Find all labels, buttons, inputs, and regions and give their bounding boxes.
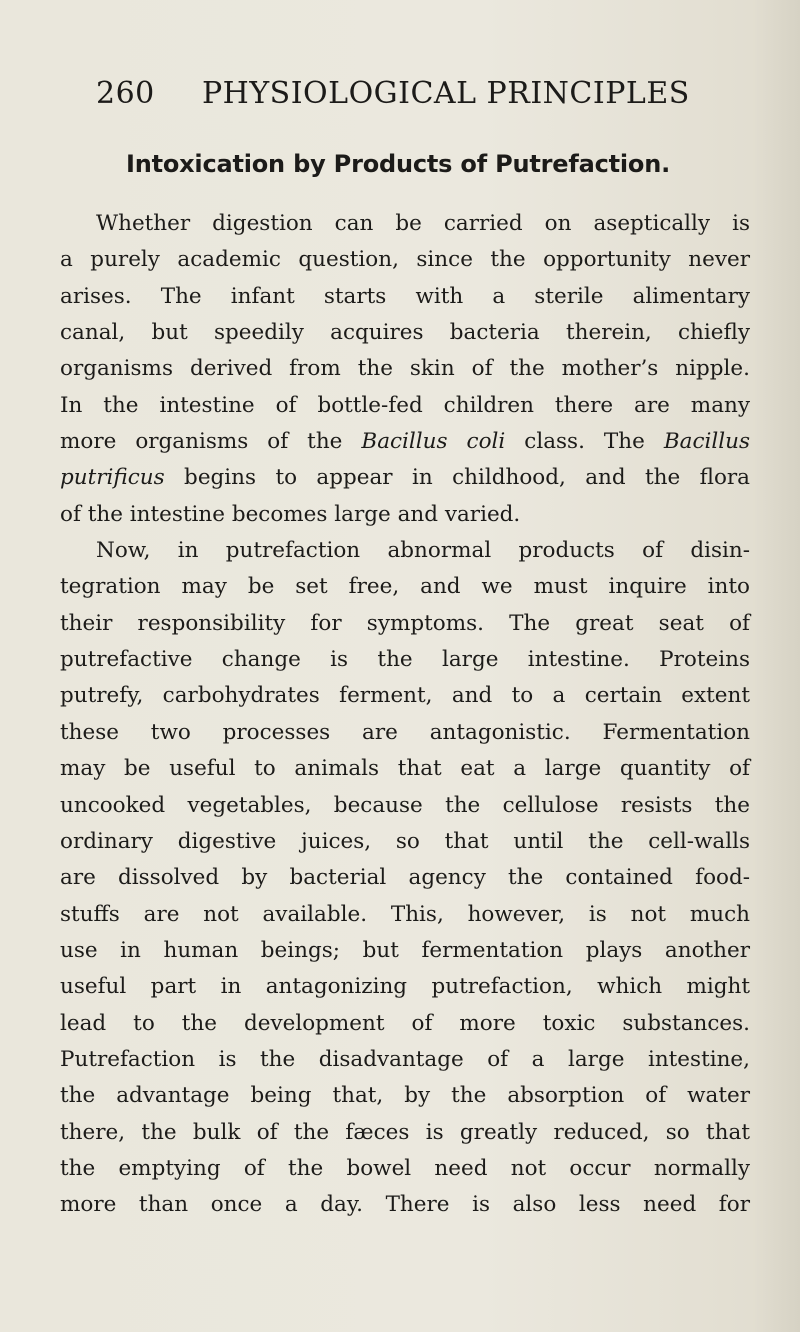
italic-term: putrificus xyxy=(60,465,165,491)
text-line: putrificus begins to appear in childhood, and the flora xyxy=(60,465,750,491)
text-line: lead to the development of more toxic substances. xyxy=(60,1010,750,1036)
text-line: the emptying of the bowel need not occur normally xyxy=(60,1155,750,1181)
text-line: useful part in antagonizing putrefaction, which might xyxy=(60,974,750,1000)
text-line: these two processes are antagonistic. Fermentation xyxy=(60,719,750,745)
text-line: the advantage being that, by the absorption of water xyxy=(60,1083,750,1109)
text-line: canal, but speedily acquires bacteria therein, chiefly xyxy=(60,320,750,346)
italic-term: Bacillus xyxy=(663,429,750,455)
body-text xyxy=(60,206,750,1224)
text-line: uncooked vegetables, because the cellulose resists the xyxy=(60,792,750,818)
italic-term: Bacillus coli xyxy=(361,429,506,455)
page-number: 260 xyxy=(96,76,155,111)
text-line: ordinary digestive juices, so that until the cell-walls xyxy=(60,828,750,854)
text-line: may be useful to animals that eat a large quantity of xyxy=(60,756,750,782)
text-line: more organisms of the Bacillus coli class. The Bacillus xyxy=(60,429,750,455)
running-head xyxy=(96,76,690,120)
text-line: putrefy, carbohydrates ferment, and to a certain extent xyxy=(60,683,750,709)
text-line: organisms derived from the skin of the mother’s nipple. xyxy=(60,356,750,382)
text-line: putrefactive change is the large intestine. Proteins xyxy=(60,647,750,673)
text-line: arises. The infant starts with a sterile alimentary xyxy=(60,283,750,309)
text-line: tegration may be set free, and we must inquire into xyxy=(60,574,750,600)
section-title: Intoxication by Products of Putrefaction. xyxy=(125,150,671,178)
text-line: are dissolved by bacterial agency the contained food- xyxy=(60,865,750,891)
text-line: a purely academic question, since the opportunity never xyxy=(60,247,750,273)
text-line: In the intestine of bottle-fed children there are many xyxy=(60,392,750,418)
text-line: stuffs are not available. This, however, is not much xyxy=(60,901,750,927)
text-line: of the intestine becomes large and varied. xyxy=(60,501,521,527)
text-line: Now, in putrefaction abnormal products of disin- xyxy=(96,538,750,564)
text-line: there, the bulk of the fæces is greatly reduced, so that xyxy=(60,1119,750,1145)
text-line: their responsibility for symptoms. The great seat of xyxy=(60,610,750,636)
text-line: use in human beings; but fermentation plays another xyxy=(60,937,750,963)
text-line: more than once a day. There is also less need for xyxy=(60,1192,750,1218)
text-line: Putrefaction is the disadvantage of a large intestine, xyxy=(60,1046,750,1072)
running-title: PHYSIOLOGICAL PRINCIPLES xyxy=(202,76,690,111)
text-line: Whether digestion can be carried on aseptically is xyxy=(96,211,750,236)
